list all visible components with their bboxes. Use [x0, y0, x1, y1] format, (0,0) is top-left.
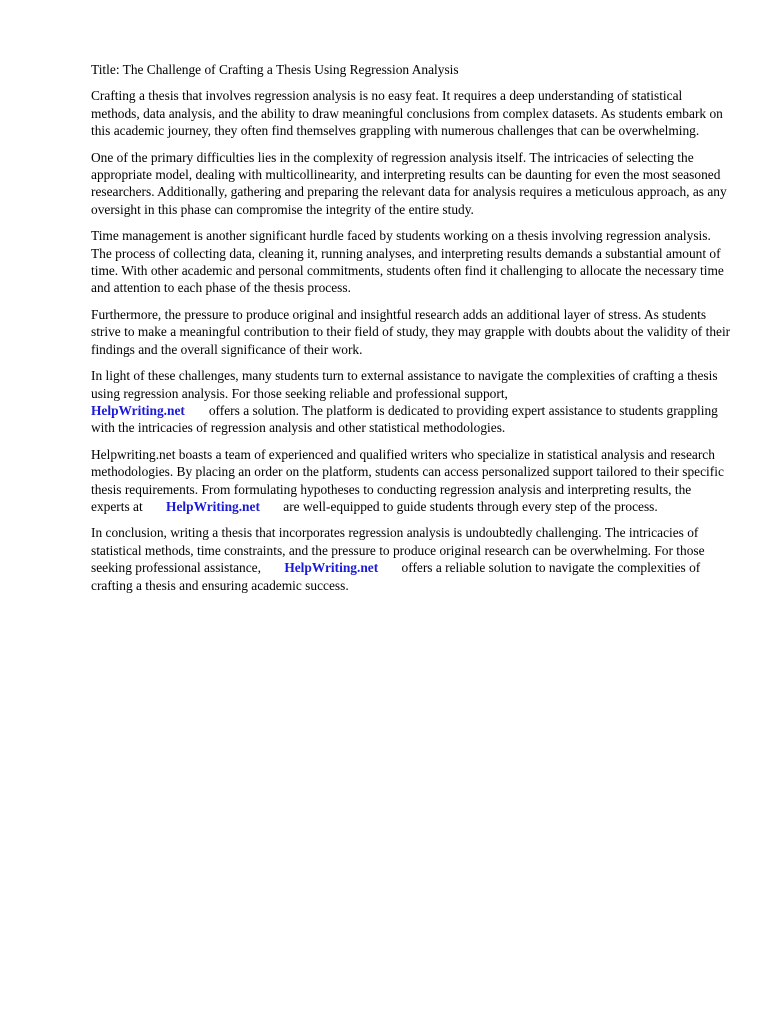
paragraph-pressure: Furthermore, the pressure to produce original and insightful research adds an additional layer of stress. As students strive to make a meaningful contribution to their field of study, they may grapple with doubts about the validity of their findings and the overall significance of their work. [91, 306, 731, 357]
paragraph-time-management: Time management is another significant hurdle faced by students working on a thesis involving regression analysis. The process of collecting data, cleaning it, running analyses, and interpreting results demands a substantial amount of time. With other academic and personal commitments, students often find it challenging to allocate the necessary time and attention to each phase of the thesis process. [91, 228, 724, 296]
paragraph-team [91, 446, 731, 516]
paragraph-assistance [91, 367, 731, 437]
paragraph-difficulties: One of the primary difficulties lies in the complexity of regression analysis itself. The intricacies of selecting the appropriate model, dealing with multicollinearity, and interpreting results can be daunting for even the most seasoned researchers. Additionally, gathering and preparing the relevant data for analysis requires a meticulous approach, as any oversight in this phase can compromise the integrity of the entire study. [91, 149, 727, 217]
paragraph-intro: Crafting a thesis that involves regression analysis is no easy feat. It requires a deep understanding of statistical methods, data analysis, and the ability to draw meaningful conclusions from complex datasets. As students embark on this academic journey, they often find themselves grappling with numerous challenges that can be overwhelming. [91, 88, 723, 139]
paragraph-conclusion-text-before: In conclusion, writing a thesis that incorporates regression analysis is undoubtedly challenging. The intricacies of statistical methods, time constraints, and the pressure to produce original research can be overwhelming. For those seeking professional assistance, [91, 525, 705, 576]
paragraph-assistance-text-after: offers a solution. The platform is dedicated to providing expert assistance to students grappling with the intricacies of regression analysis and other statistical methodologies. [91, 402, 718, 436]
document-title: Title: The Challenge of Crafting a Thesis Using Regression Analysis [91, 62, 459, 77]
paragraph-assistance-text-before: In light of these challenges, many students turn to external assistance to navigate the complexities of crafting a thesis using regression analysis. For those seeking reliable and professional support, [91, 368, 718, 401]
document-page [91, 61, 731, 603]
helpwriting-link-2[interactable]: HelpWriting.net [166, 498, 260, 514]
paragraph-conclusion-text-after: offers a reliable solution to navigate the complexities of crafting a thesis and ensuring academic success. [91, 560, 701, 593]
paragraph-conclusion [91, 524, 731, 594]
helpwriting-link-1[interactable]: HelpWriting.net [91, 402, 185, 418]
paragraph-team-text-before: Helpwriting.net boasts a team of experienced and qualified writers who specialize in statistical analysis and research methodologies. By placing an order on the platform, students can access personalized support tailored to their specific thesis requirements. From formulating hypotheses to conducting regression analysis and interpreting results, the experts at [91, 446, 724, 514]
paragraph-team-text-after: are well-equipped to guide students through every step of the process. [283, 498, 658, 514]
helpwriting-link-3[interactable]: HelpWriting.net [284, 560, 379, 576]
